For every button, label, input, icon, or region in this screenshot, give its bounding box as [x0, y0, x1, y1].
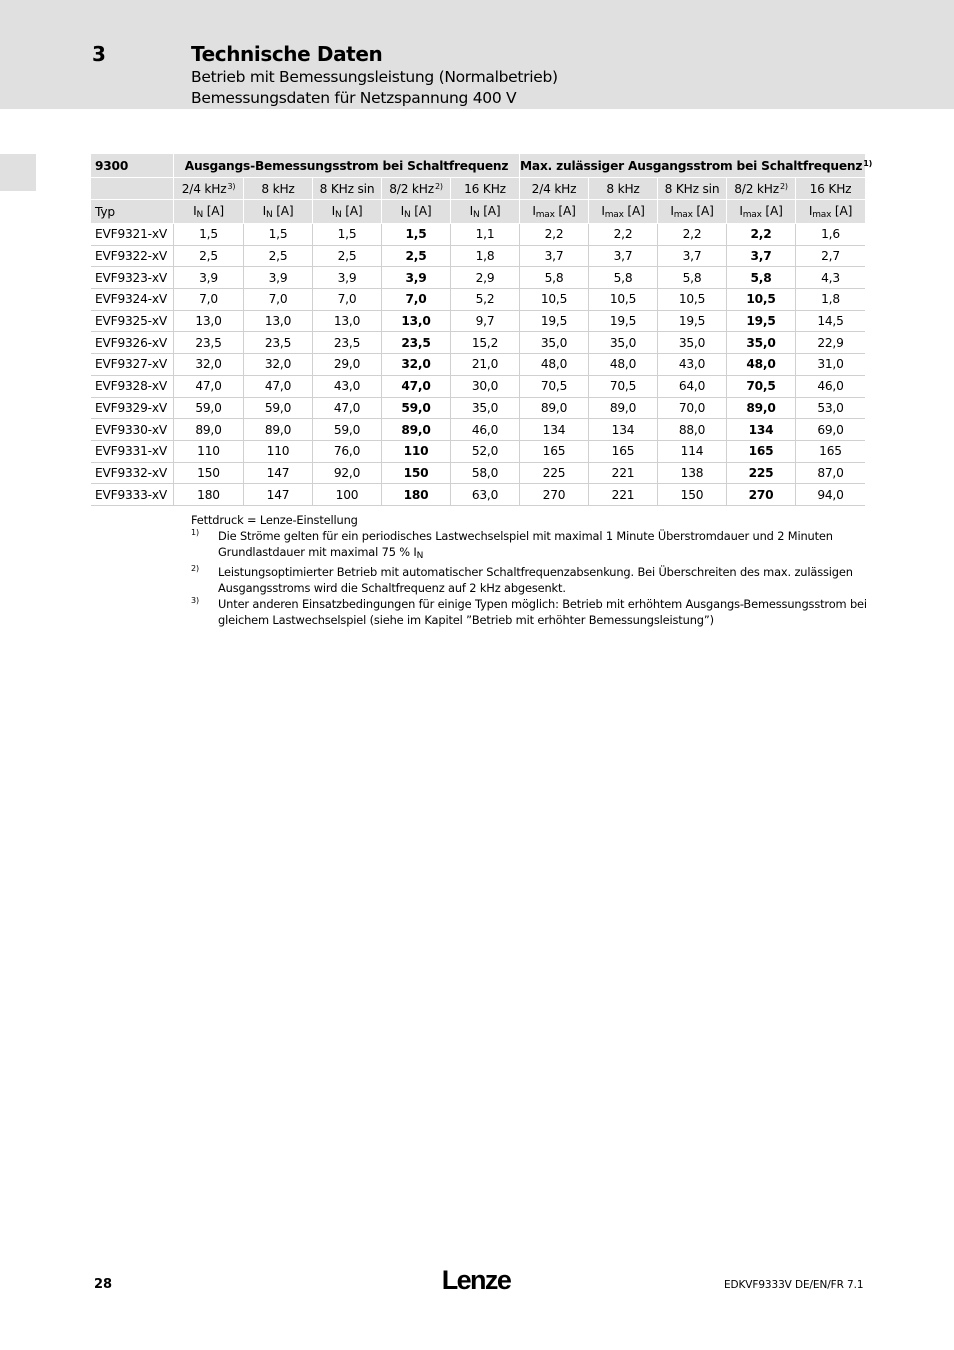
- bold-legend: Fettdruck = Lenze-Einstellung: [191, 513, 358, 527]
- value-cell: 19,5: [657, 311, 726, 333]
- chapter-side-tab: [0, 154, 36, 191]
- value-cell: 2,2: [657, 224, 726, 246]
- table-row: [91, 311, 865, 333]
- value-cell: 2,5: [243, 246, 312, 268]
- value-cell: 23,5: [312, 332, 381, 354]
- freq-header: 8 kHz: [588, 178, 657, 200]
- max-current-group-header: Max. zulässiger Ausgangsstrom bei Schaltfrequenz$^{1)}$: [519, 154, 865, 178]
- value-cell: 5,8: [726, 267, 795, 289]
- value-cell: 165: [795, 441, 865, 463]
- value-cell: 5,2: [450, 289, 519, 311]
- value-cell: 13,0: [243, 311, 312, 333]
- value-cell: 43,0: [312, 376, 381, 398]
- document-code: EDKVF9333V DE/EN/FR 7.1: [724, 1279, 864, 1291]
- value-cell: 3,7: [726, 246, 795, 268]
- unit-header: $I_{max}$ [A]: [657, 200, 726, 224]
- value-cell: 48,0: [519, 354, 588, 376]
- lenze-logo: [438, 1264, 514, 1296]
- value-cell: 225: [726, 463, 795, 485]
- type-cell: EVF9333-xV: [91, 484, 173, 506]
- value-cell: 10,5: [657, 289, 726, 311]
- table-row: [91, 289, 865, 311]
- value-cell: 1,1: [450, 224, 519, 246]
- type-cell: EVF9330-xV: [91, 419, 173, 441]
- value-cell: 92,0: [312, 463, 381, 485]
- freq-header: 16 KHz: [450, 178, 519, 200]
- value-cell: 7,0: [173, 289, 243, 311]
- value-cell: 22,9: [795, 332, 865, 354]
- table-row: [91, 484, 865, 506]
- value-cell: 13,0: [312, 311, 381, 333]
- value-cell: 150: [173, 463, 243, 485]
- value-cell: 21,0: [450, 354, 519, 376]
- value-cell: 4,3: [795, 267, 865, 289]
- type-cell: EVF9325-xV: [91, 311, 173, 333]
- value-cell: 53,0: [795, 398, 865, 420]
- value-cell: 59,0: [312, 419, 381, 441]
- value-cell: 63,0: [450, 484, 519, 506]
- value-cell: 47,0: [381, 376, 450, 398]
- freq-header: 8/2 kHz$^{2)}$: [726, 178, 795, 200]
- value-cell: 70,5: [726, 376, 795, 398]
- value-cell: 88,0: [657, 419, 726, 441]
- unit-header: $I_{max}$ [A]: [726, 200, 795, 224]
- value-cell: 110: [243, 441, 312, 463]
- value-cell: 23,5: [173, 332, 243, 354]
- page-title: Technische Daten: [191, 42, 383, 66]
- unit-header: $I_N$ [A]: [381, 200, 450, 224]
- value-cell: 5,8: [588, 267, 657, 289]
- rated-current-table: [91, 154, 873, 506]
- value-cell: 3,7: [588, 246, 657, 268]
- value-cell: 2,5: [381, 246, 450, 268]
- value-cell: 94,0: [795, 484, 865, 506]
- value-cell: 1,8: [795, 289, 865, 311]
- freq-header: 2/4 kHz: [519, 178, 588, 200]
- value-cell: 2,2: [519, 224, 588, 246]
- value-cell: 13,0: [173, 311, 243, 333]
- table-row: [91, 463, 865, 485]
- unit-header: $I_{max}$ [A]: [795, 200, 865, 224]
- value-cell: 114: [657, 441, 726, 463]
- value-cell: 35,0: [450, 398, 519, 420]
- type-cell: EVF9322-xV: [91, 246, 173, 268]
- freq-header: 8 KHz sin: [657, 178, 726, 200]
- chapter-number: 3: [92, 42, 106, 66]
- unit-header: $I_N$ [A]: [173, 200, 243, 224]
- unit-header: $I_N$ [A]: [312, 200, 381, 224]
- value-cell: 70,5: [588, 376, 657, 398]
- value-cell: 89,0: [381, 419, 450, 441]
- value-cell: 110: [173, 441, 243, 463]
- type-cell: EVF9329-xV: [91, 398, 173, 420]
- value-cell: 3,9: [381, 267, 450, 289]
- value-cell: 3,9: [173, 267, 243, 289]
- value-cell: 89,0: [726, 398, 795, 420]
- value-cell: 59,0: [381, 398, 450, 420]
- type-cell: EVF9326-xV: [91, 332, 173, 354]
- value-cell: 10,5: [519, 289, 588, 311]
- type-cell: EVF9323-xV: [91, 267, 173, 289]
- section-subtitle-2: Bemessungsdaten für Netzspannung 400 V: [191, 89, 517, 107]
- table-row: [91, 224, 865, 246]
- unit-header: $I_N$ [A]: [450, 200, 519, 224]
- rated-current-group-header: Ausgangs-Bemessungsstrom bei Schaltfrequenz: [173, 154, 519, 178]
- value-cell: 89,0: [519, 398, 588, 420]
- type-cell: EVF9332-xV: [91, 463, 173, 485]
- table-row: [91, 267, 865, 289]
- value-cell: 2,5: [312, 246, 381, 268]
- freq-header: 2/4 kHz$^{3)}$: [173, 178, 243, 200]
- value-cell: 46,0: [450, 419, 519, 441]
- value-cell: 23,5: [243, 332, 312, 354]
- value-cell: 59,0: [243, 398, 312, 420]
- value-cell: 225: [519, 463, 588, 485]
- table-row: [91, 354, 865, 376]
- value-cell: 7,0: [312, 289, 381, 311]
- page-number: 28: [94, 1277, 113, 1292]
- value-cell: 1,5: [243, 224, 312, 246]
- value-cell: 35,0: [726, 332, 795, 354]
- lenze-logo-text: Lenze: [441, 1265, 511, 1295]
- value-cell: 1,5: [381, 224, 450, 246]
- value-cell: 2,7: [795, 246, 865, 268]
- type-header: Typ: [91, 200, 173, 224]
- value-cell: 1,8: [450, 246, 519, 268]
- value-cell: 134: [588, 419, 657, 441]
- value-cell: 165: [588, 441, 657, 463]
- value-cell: 134: [519, 419, 588, 441]
- value-cell: 15,2: [450, 332, 519, 354]
- type-cell: EVF9324-xV: [91, 289, 173, 311]
- footnote-item: 2) Leistungsoptimierter Betrieb mit automatischer Schaltfrequenzabsenkung. Bei Überschreiten des max. zulässigen Ausgangsstroms wird die Schaltfrequenz auf 2 kHz abgesenkt.: [191, 564, 853, 595]
- value-cell: 7,0: [381, 289, 450, 311]
- value-cell: 47,0: [243, 376, 312, 398]
- value-cell: 87,0: [795, 463, 865, 485]
- value-cell: 19,5: [519, 311, 588, 333]
- value-cell: 35,0: [588, 332, 657, 354]
- table-row: [91, 332, 865, 354]
- value-cell: 270: [519, 484, 588, 506]
- value-cell: 147: [243, 463, 312, 485]
- value-cell: 64,0: [657, 376, 726, 398]
- value-cell: 48,0: [726, 354, 795, 376]
- value-cell: 89,0: [588, 398, 657, 420]
- value-cell: 2,2: [726, 224, 795, 246]
- value-cell: 70,5: [519, 376, 588, 398]
- freq-header: 16 KHz: [795, 178, 865, 200]
- value-cell: 59,0: [173, 398, 243, 420]
- footnote-item: 3) Unter anderen Einsatzbedingungen für einige Typen möglich: Betrieb mit erhöhtem Ausgangs-Bemessungsstrom bei gleichem Lastwechselspiel (siehe im Kapitel ”Betrieb mit erhöhter Bemessungsleistung”): [191, 596, 867, 627]
- freq-header: 8 kHz: [243, 178, 312, 200]
- value-cell: 221: [588, 484, 657, 506]
- value-cell: 35,0: [657, 332, 726, 354]
- value-cell: 46,0: [795, 376, 865, 398]
- value-cell: 43,0: [657, 354, 726, 376]
- type-cell: EVF9328-xV: [91, 376, 173, 398]
- value-cell: 110: [381, 441, 450, 463]
- value-cell: 3,9: [312, 267, 381, 289]
- value-cell: 47,0: [173, 376, 243, 398]
- value-cell: 47,0: [312, 398, 381, 420]
- value-cell: 2,2: [588, 224, 657, 246]
- value-cell: 165: [726, 441, 795, 463]
- value-cell: 19,5: [726, 311, 795, 333]
- unit-header: $I_{max}$ [A]: [519, 200, 588, 224]
- table-row: [91, 246, 865, 268]
- table-row: [91, 398, 865, 420]
- value-cell: 3,7: [657, 246, 726, 268]
- value-cell: 70,0: [657, 398, 726, 420]
- value-cell: 31,0: [795, 354, 865, 376]
- value-cell: 9,7: [450, 311, 519, 333]
- value-cell: 150: [657, 484, 726, 506]
- unit-header: $I_N$ [A]: [243, 200, 312, 224]
- unit-header: $I_{max}$ [A]: [588, 200, 657, 224]
- table-row: [91, 376, 865, 398]
- value-cell: 19,5: [588, 311, 657, 333]
- value-cell: 5,8: [657, 267, 726, 289]
- value-cell: 1,5: [173, 224, 243, 246]
- value-cell: 1,6: [795, 224, 865, 246]
- value-cell: 30,0: [450, 376, 519, 398]
- value-cell: 52,0: [450, 441, 519, 463]
- value-cell: 29,0: [312, 354, 381, 376]
- value-cell: 89,0: [243, 419, 312, 441]
- value-cell: 35,0: [519, 332, 588, 354]
- value-cell: 138: [657, 463, 726, 485]
- value-cell: 134: [726, 419, 795, 441]
- type-cell: EVF9327-xV: [91, 354, 173, 376]
- table-row: [91, 441, 865, 463]
- value-cell: 76,0: [312, 441, 381, 463]
- value-cell: 221: [588, 463, 657, 485]
- value-cell: 147: [243, 484, 312, 506]
- freq-header: 8/2 kHz$^{2)}$: [381, 178, 450, 200]
- value-cell: 13,0: [381, 311, 450, 333]
- value-cell: 58,0: [450, 463, 519, 485]
- value-cell: 180: [173, 484, 243, 506]
- type-cell: EVF9331-xV: [91, 441, 173, 463]
- value-cell: 3,7: [519, 246, 588, 268]
- blank-header-cell: [91, 178, 173, 200]
- footnote-item: 1) Die Ströme gelten für ein periodisches Lastwechselspiel mit maximal 1 Minute Überstromdauer und 2 Minuten Grundlastdauer mit maximal 75 % $I_N$: [191, 528, 833, 561]
- value-cell: 100: [312, 484, 381, 506]
- value-cell: 7,0: [243, 289, 312, 311]
- value-cell: 32,0: [173, 354, 243, 376]
- section-subtitle: Betrieb mit Bemessungsleistung (Normalbetrieb): [191, 68, 558, 86]
- value-cell: 2,5: [173, 246, 243, 268]
- value-cell: 1,5: [312, 224, 381, 246]
- value-cell: 150: [381, 463, 450, 485]
- type-cell: EVF9321-xV: [91, 224, 173, 246]
- value-cell: 23,5: [381, 332, 450, 354]
- value-cell: 48,0: [588, 354, 657, 376]
- value-cell: 5,8: [519, 267, 588, 289]
- value-cell: 14,5: [795, 311, 865, 333]
- value-cell: 270: [726, 484, 795, 506]
- series-header: 9300: [91, 154, 173, 178]
- value-cell: 89,0: [173, 419, 243, 441]
- value-cell: 3,9: [243, 267, 312, 289]
- value-cell: 165: [519, 441, 588, 463]
- footnotes: [191, 512, 871, 628]
- freq-header: 8 KHz sin: [312, 178, 381, 200]
- table-row: [91, 419, 865, 441]
- value-cell: 10,5: [588, 289, 657, 311]
- value-cell: 32,0: [243, 354, 312, 376]
- value-cell: 32,0: [381, 354, 450, 376]
- value-cell: 69,0: [795, 419, 865, 441]
- value-cell: 180: [381, 484, 450, 506]
- value-cell: 2,9: [450, 267, 519, 289]
- value-cell: 10,5: [726, 289, 795, 311]
